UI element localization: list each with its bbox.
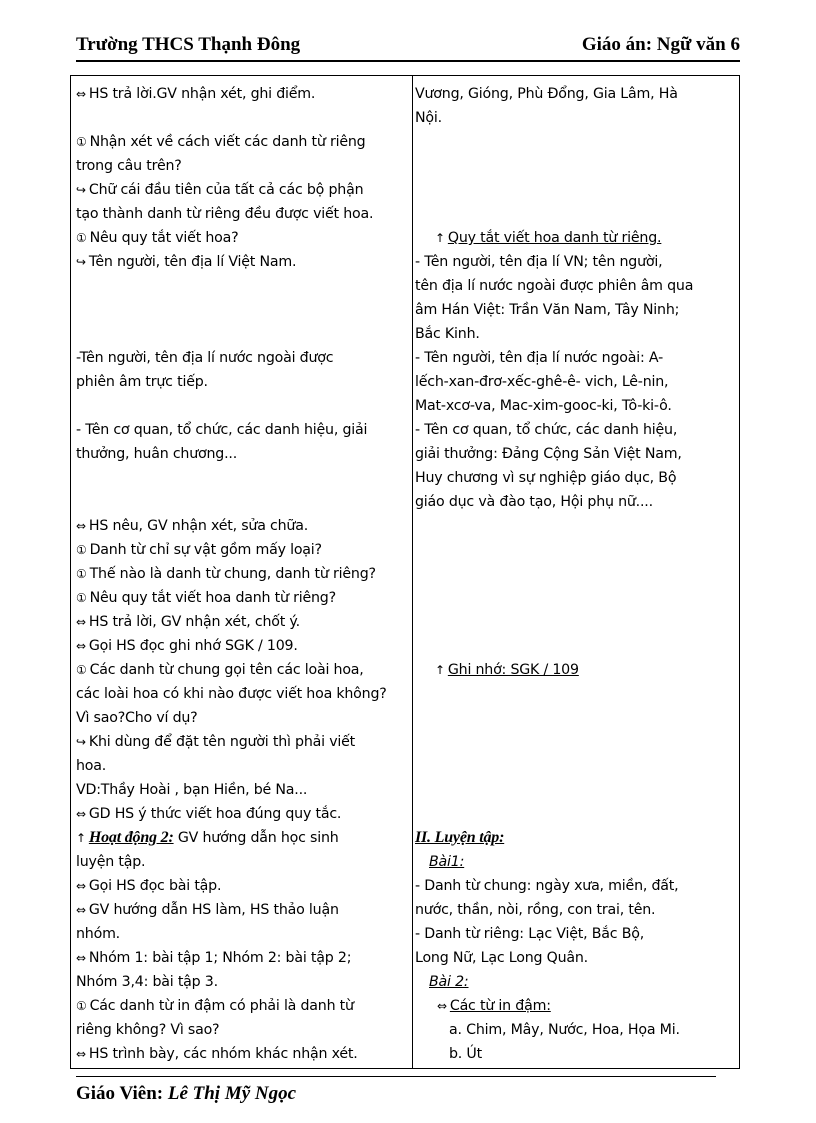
right-blank-line (415, 538, 735, 562)
right-line (415, 850, 735, 874)
left-line-text: hoa. (76, 758, 107, 774)
left-line-text: thưởng, huân chương... (76, 446, 238, 462)
left-line-text: tạo thành danh từ riêng đều được viết hoa. (76, 206, 374, 222)
right-blank-line (415, 754, 735, 778)
arrow-up-icon: ↑ (435, 663, 445, 677)
right-line (415, 274, 735, 298)
right-line-text: Bài 2: (429, 974, 469, 990)
left-line (76, 874, 410, 898)
left-line (76, 514, 410, 538)
left-line (76, 250, 410, 274)
left-line (76, 898, 410, 922)
left-line (76, 130, 410, 154)
right-line (415, 370, 735, 394)
bullet-icon: ① (76, 663, 87, 677)
left-line-text: Danh từ chỉ sự vật gồm mấy loại? (89, 542, 322, 558)
right-line-text: II. Luyện tập: (415, 829, 505, 846)
right-line-text: - Tên người, tên địa lí VN; tên người, (415, 254, 663, 270)
bullet-icon: ① (76, 543, 87, 557)
left-line-text: Nhóm 3,4: bài tập 3. (76, 974, 218, 990)
bullet-icon: ⇔ (76, 951, 86, 965)
left-blank-line (76, 322, 410, 346)
bullet-icon: ① (76, 591, 87, 605)
left-line (76, 562, 410, 586)
bullet-icon: ⇔ (76, 87, 86, 101)
left-line-text: Gọi HS đọc ghi nhớ SGK / 109. (88, 638, 298, 654)
left-line (76, 1042, 410, 1066)
left-line (76, 610, 410, 634)
bullet-icon: ⇔ (76, 639, 86, 653)
right-line-text: Quy tắt viết hoa danh từ riêng. (447, 230, 662, 246)
right-line-text: Vương, Gióng, Phù Đổng, Gia Lâm, Hà (415, 86, 678, 102)
left-line (76, 154, 410, 178)
right-line (415, 394, 735, 418)
left-line (76, 538, 410, 562)
right-line (415, 994, 735, 1018)
right-blank-line (415, 562, 735, 586)
left-line (76, 754, 410, 778)
activities-column (71, 76, 413, 1068)
left-line (76, 1018, 410, 1042)
right-line (415, 346, 735, 370)
left-line-text: Tên người, tên địa lí Việt Nam. (88, 254, 297, 270)
left-line-text: riêng không? Vì sao? (76, 1022, 220, 1038)
right-line-text: giải thưởng: Đảng Cộng Sản Việt Nam, (415, 446, 682, 462)
left-line (76, 802, 410, 826)
left-blank-line (76, 466, 410, 490)
bullet-icon: ① (76, 231, 87, 245)
right-blank-line (415, 514, 735, 538)
right-line-text: giáo dục và đào tạo, Hội phụ nữ.... (415, 494, 653, 510)
right-line (415, 826, 735, 850)
right-line (415, 898, 735, 922)
left-line (76, 442, 410, 466)
right-blank-line (415, 586, 735, 610)
left-line-text: các loài hoa có khi nào được viết hoa không? (76, 686, 387, 702)
left-line (76, 418, 410, 442)
right-line (415, 106, 735, 130)
right-blank-line (415, 802, 735, 826)
left-line (76, 778, 410, 802)
right-line (415, 970, 735, 994)
left-line (76, 946, 410, 970)
right-line-text: b. Út (449, 1046, 482, 1062)
left-line (76, 922, 410, 946)
left-line (76, 970, 410, 994)
school-name: Trường THCS Thạnh Đông (76, 34, 301, 55)
left-line-text: Nhận xét về cách viết các danh từ riêng (89, 134, 366, 150)
bullet-icon: ⇔ (76, 879, 86, 893)
left-line-text: Thế nào là danh từ chung, danh từ riêng? (89, 566, 376, 582)
left-line (76, 370, 410, 394)
right-line (415, 298, 735, 322)
left-line-text: HS trình bày, các nhóm khác nhận xét. (88, 1046, 358, 1062)
right-line-text: âm Hán Việt: Trần Văn Nam, Tây Ninh; (415, 302, 680, 318)
left-blank-line (76, 106, 410, 130)
right-blank-line (415, 178, 735, 202)
right-line (415, 922, 735, 946)
right-line-text: Huy chương vì sự nghiệp giáo dục, Bộ (415, 470, 677, 486)
right-blank-line (415, 682, 735, 706)
arrow-up-icon: ↑ (435, 231, 445, 245)
left-line (76, 346, 410, 370)
right-line (415, 418, 735, 442)
right-line-text: Nội. (415, 110, 442, 126)
left-line-text: nhóm. (76, 926, 120, 942)
teacher-label: Giáo Viên: (76, 1083, 164, 1104)
right-line (415, 1042, 735, 1066)
bullet-icon: ⇔ (76, 519, 86, 533)
left-line-text: Chữ cái đầu tiên của tất cả các bộ phận (88, 182, 364, 198)
right-line (415, 466, 735, 490)
left-line-text: Gọi HS đọc bài tập. (88, 878, 222, 894)
left-blank-line (76, 298, 410, 322)
right-blank-line (415, 730, 735, 754)
left-line-text: - Tên cơ quan, tổ chức, các danh hiệu, giải (76, 422, 368, 438)
right-blank-line (415, 610, 735, 634)
bullet-icon: ⇔ (76, 807, 86, 821)
left-line (76, 826, 410, 850)
bullet-icon: ↪ (76, 255, 86, 269)
left-line-text: trong câu trên? (76, 158, 182, 174)
left-line (76, 658, 410, 682)
left-line (76, 850, 410, 874)
left-line-text: Nêu quy tắt viết hoa? (89, 230, 239, 246)
bullet-icon: ⇔ (76, 903, 86, 917)
right-line-text: - Danh từ riêng: Lạc Việt, Bắc Bộ, (415, 926, 645, 942)
right-line (415, 250, 735, 274)
right-blank-line (415, 634, 735, 658)
left-blank-line (76, 490, 410, 514)
right-blank-line (415, 130, 735, 154)
right-blank-line (415, 778, 735, 802)
right-line-text: - Danh từ chung: ngày xưa, miền, đất, (415, 878, 679, 894)
bullet-icon: ① (76, 999, 87, 1013)
left-line (76, 82, 410, 106)
lesson-table (70, 75, 740, 1069)
right-line (415, 874, 735, 898)
left-line (76, 178, 410, 202)
right-line-text: lếch-xan-đrơ-xếc-ghê-ê- vich, Lê-nin, (415, 374, 669, 390)
right-line (415, 658, 735, 682)
right-line (415, 1018, 735, 1042)
left-line-text: phiên âm trực tiếp. (76, 374, 208, 390)
left-line (76, 202, 410, 226)
left-line (76, 226, 410, 250)
left-line-text: GV hướng dẫn HS làm, HS thảo luận (88, 902, 339, 918)
bullet-icon: ⇔ (76, 1047, 86, 1061)
right-line-text: Bài1: (429, 854, 465, 870)
left-line (76, 586, 410, 610)
left-blank-line (76, 394, 410, 418)
left-line-text: GD HS ý thức viết hoa đúng quy tắc. (88, 806, 342, 822)
bullet-icon: ⇔ (76, 615, 86, 629)
bullet-icon: ↪ (76, 183, 86, 197)
left-line (76, 730, 410, 754)
left-line-text: Các danh từ chung gọi tên các loài hoa, (89, 662, 364, 678)
left-line-text: VD:Thầy Hoài , bạn Hiền, bé Na... (76, 782, 308, 798)
left-line-text: -Tên người, tên địa lí nước ngoài được (76, 350, 334, 366)
right-line (415, 82, 735, 106)
right-line-text: a. Chim, Mây, Nước, Hoa, Họa Mi. (449, 1022, 680, 1038)
right-line-text: - Tên người, tên địa lí nước ngoài: A- (415, 350, 663, 366)
page-header (76, 30, 740, 62)
right-blank-line (415, 202, 735, 226)
left-line-text: Vì sao?Cho ví dụ? (76, 710, 198, 726)
left-line-text: Khi dùng để đặt tên người thì phải viết (88, 734, 356, 750)
subject-label: Giáo án: Ngữ văn 6 (581, 34, 740, 55)
left-line-text: luyện tập. (76, 854, 146, 870)
left-blank-line (76, 274, 410, 298)
bullet-icon: ① (76, 567, 87, 581)
teacher-name: Lê Thị Mỹ Ngọc (167, 1083, 297, 1104)
left-line-text: Nhóm 1: bài tập 1; Nhóm 2: bài tập 2; (88, 950, 352, 966)
left-line-text: Các danh từ in đậm có phải là danh từ (89, 998, 354, 1014)
right-line-text: - Tên cơ quan, tổ chức, các danh hiệu, (415, 422, 678, 438)
right-line-text: Long Nữ, Lạc Long Quân. (415, 950, 588, 966)
right-line (415, 322, 735, 346)
left-line (76, 682, 410, 706)
right-line-text: Mat-xcơ-va, Mac-xim-gooc-ki, Tô-ki-ô. (415, 398, 672, 414)
left-line (76, 706, 410, 730)
bullet-icon: ↑ (76, 831, 86, 845)
bullet-icon: ↪ (76, 735, 86, 749)
right-line (415, 946, 735, 970)
bullet-icon: ① (76, 135, 87, 149)
left-line-text: Nêu quy tắt viết hoa danh từ riêng? (89, 590, 336, 606)
bullet-icon: ⇔ (437, 999, 447, 1013)
left-line (76, 634, 410, 658)
content-column (413, 76, 739, 1068)
page-footer (76, 1076, 716, 1104)
right-line-text: Các từ in đậm: (449, 998, 551, 1014)
left-line-text: HS trả lời.GV nhận xét, ghi điểm. (88, 86, 316, 102)
right-blank-line (415, 154, 735, 178)
right-line-text: Ghi nhớ: SGK / 109 (447, 662, 579, 678)
left-line-text: HS nêu, GV nhận xét, sửa chữa. (88, 518, 309, 534)
right-blank-line (415, 706, 735, 730)
right-line-text: tên địa lí nước ngoài được phiên âm qua (415, 278, 694, 294)
right-line (415, 490, 735, 514)
right-line-text: nước, thần, nòi, rồng, con trai, tên. (415, 902, 656, 918)
right-line (415, 226, 735, 250)
right-line (415, 442, 735, 466)
right-line-text: Bắc Kinh. (415, 326, 480, 342)
left-line-text: Hoạt động 2: GV hướng dẫn học sinh (88, 829, 339, 846)
left-line (76, 994, 410, 1018)
left-line-text: HS trả lời, GV nhận xét, chốt ý. (88, 614, 300, 630)
